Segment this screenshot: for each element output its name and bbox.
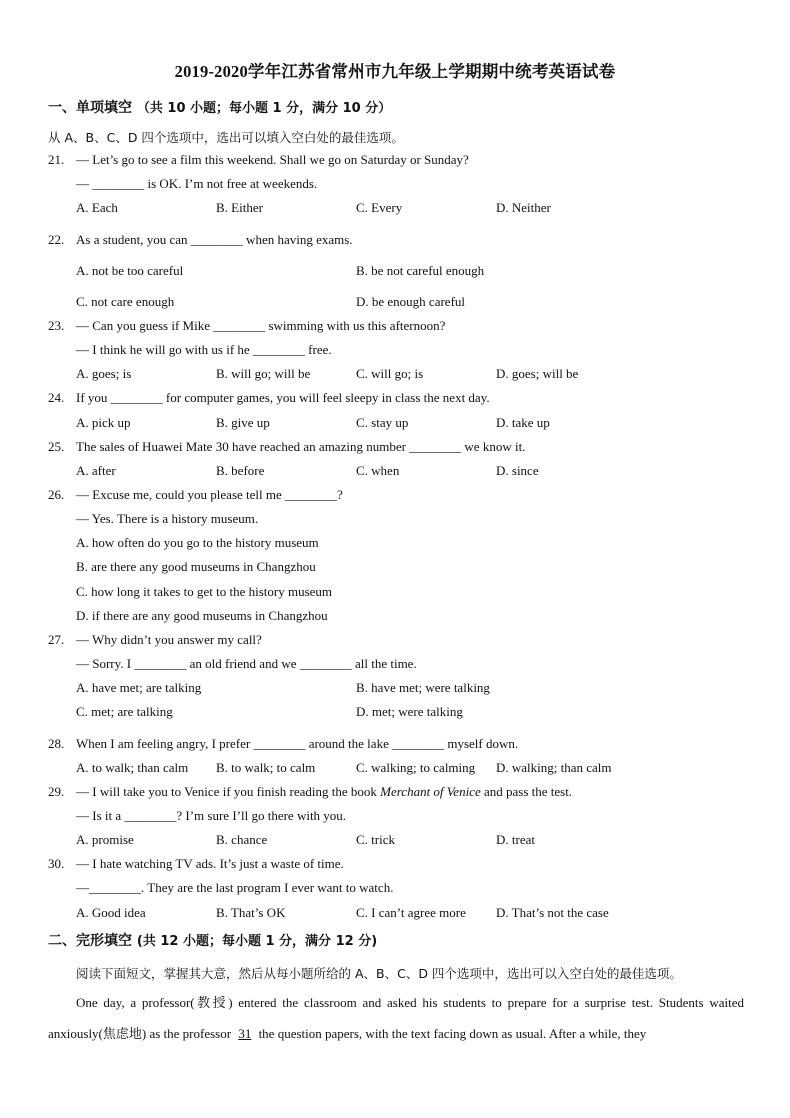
option-d: D. goes; will be: [496, 366, 579, 381]
option-b: B. to walk; to calm: [216, 760, 316, 775]
option-a: A. goes; is: [76, 366, 132, 381]
option-b: B. That’s OK: [216, 905, 286, 920]
option-d: D. since: [496, 463, 539, 478]
option-d: D. walking; than calm: [496, 760, 612, 775]
exam-title: 2019-2020学年江苏省常州市九年级上学期期中统考英语试卷: [174, 62, 616, 81]
option-c: C. will go; is: [356, 366, 424, 381]
option-b: B. chance: [216, 832, 268, 847]
option-a: A. pick up: [76, 415, 131, 430]
option-d: D. treat: [496, 832, 535, 847]
question-stem: — I think he will go with us if he ________ free.: [76, 342, 332, 357]
question-stem: — Is it a ________? I’m sure I’ll go there with you.: [76, 808, 347, 823]
question-stem: As a student, you can ________ when having exams.: [76, 232, 353, 247]
question-stem: The sales of Huawei Mate 30 have reached an amazing number ________ we know it.: [76, 439, 526, 454]
option-c: C. when: [356, 463, 400, 478]
question-number: 25.: [48, 439, 65, 454]
passage-text: the question papers, with the text facing down as usual. After a while, they: [255, 1026, 647, 1041]
section1-heading: [48, 97, 391, 117]
option-c: C. not care enough: [76, 294, 175, 309]
option-d: D. take up: [496, 415, 550, 430]
option-b: B. will go; will be: [216, 366, 311, 381]
option-c: C. trick: [356, 832, 395, 847]
option-a: A. how often do you go to the history museum: [76, 535, 319, 550]
question-stem: If you ________ for computer games, you will feel sleepy in class the next day.: [76, 390, 490, 405]
option-d: D. Neither: [496, 200, 551, 215]
option-b: B. give up: [216, 415, 270, 430]
question-stem: — Sorry. I ________ an old friend and we ________ all the time.: [76, 656, 417, 671]
blank-31: 31: [238, 1026, 252, 1041]
option-c: C. met; are talking: [76, 704, 173, 719]
option-d: D. if there are any good museums in Changzhou: [76, 608, 328, 623]
question-number: 21.: [48, 152, 65, 167]
question-stem: When I am feeling angry, I prefer ________ around the lake ________ myself down.: [76, 736, 519, 751]
question-number: 22.: [48, 232, 65, 247]
question-number: 30.: [48, 856, 65, 871]
option-c: C. how long it takes to get to the history museum: [76, 584, 333, 599]
option-b: B. have met; were talking: [356, 680, 490, 695]
section2-heading: [48, 930, 377, 950]
option-c: C. walking; to calming: [356, 760, 476, 775]
question-stem: — I hate watching TV ads. It’s just a waste of time.: [76, 856, 344, 871]
option-a: A. Good idea: [76, 905, 146, 920]
question-number: 24.: [48, 390, 65, 405]
question-number: 29.: [48, 784, 65, 799]
section2-title: 二、完形填空: [48, 933, 132, 949]
passage-text: One day, a professor(教授) entered the classroom and asked his students to prepare for a surprise test. Students waited anxiously(焦虑地) as the professor: [48, 995, 744, 1041]
section2-instruction: 阅读下面短文，掌握其大意，然后从每小题所给的 A、B、C、D 四个选项中，选出可以入空白处的最佳选项。: [76, 966, 682, 981]
question-number: 23.: [48, 318, 65, 333]
question-stem: — Let’s go to see a film this weekend. Shall we go on Saturday or Sunday?: [76, 152, 469, 167]
option-b: B. are there any good museums in Changzhou: [76, 559, 316, 574]
question-stem: — Why didn’t you answer my call?: [76, 632, 262, 647]
option-b: B. Either: [216, 200, 263, 215]
question-stem: — ________ is OK. I’m not free at weekends.: [76, 176, 318, 191]
option-d: D. That’s not the case: [496, 905, 609, 920]
option-a: A. have met; are talking: [76, 680, 202, 695]
option-c: C. stay up: [356, 415, 409, 430]
book-title: Merchant of Venice: [380, 784, 481, 799]
option-a: A. to walk; than calm: [76, 760, 189, 775]
question-stem: — Yes. There is a history museum.: [76, 511, 259, 526]
option-a: A. not be too careful: [76, 263, 184, 278]
option-c: C. Every: [356, 200, 403, 215]
question-stem: — Can you guess if Mike ________ swimming with us this afternoon?: [76, 318, 446, 333]
option-d: D. met; were talking: [356, 704, 463, 719]
question-number: 27.: [48, 632, 65, 647]
question-stem: —________. They are the last program I ever want to watch.: [76, 880, 394, 895]
section1-instruction: 从 A、B、C、D 四个选项中，选出可以填入空白处的最佳选项。: [48, 130, 404, 145]
question-number: 26.: [48, 487, 65, 502]
question-stem: — Excuse me, could you please tell me ________?: [76, 487, 343, 502]
cloze-passage: [48, 987, 744, 1049]
question-stem: — I will take you to Venice if you finish reading the book Merchant of Venice and pass the test.: [76, 784, 573, 799]
section2-note: (共 12 小题；每小题 1 分，满分 12 分): [136, 934, 378, 949]
question-number: 28.: [48, 736, 65, 751]
option-a: A. Each: [76, 200, 118, 215]
option-b: B. before: [216, 463, 265, 478]
option-a: A. promise: [76, 832, 134, 847]
option-a: A. after: [76, 463, 116, 478]
section1-title: 一、单项填空: [48, 100, 132, 116]
option-c: C. I can’t agree more: [356, 905, 466, 920]
section1-note: （共 10 小题；每小题 1 分，满分 10 分）: [136, 101, 392, 116]
option-b: B. be not careful enough: [356, 263, 485, 278]
option-d: D. be enough careful: [356, 294, 466, 309]
